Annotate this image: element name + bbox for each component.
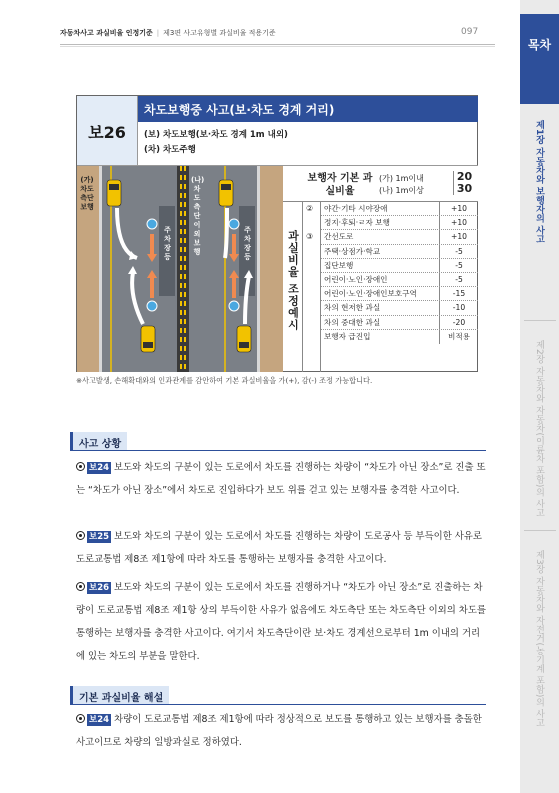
table-row: 야간·기타 시야장애 +10: [321, 202, 478, 216]
bullet-icon: [76, 714, 85, 723]
chapter-title: 제3편 사고유형별 과실비율 적용기준: [163, 29, 276, 37]
header-rule-secondary: [60, 46, 495, 47]
right-sidewalk: [260, 166, 283, 372]
bullet-icon: [76, 582, 85, 591]
subtitle-vehicle: (차) 차도주행: [144, 145, 196, 155]
road-label-parking-left: 주차장 등: [164, 226, 171, 261]
car-top-right: [219, 180, 233, 206]
base-value-na: 30: [456, 182, 473, 195]
table-row: 보행자 급진입 비적용: [321, 330, 478, 344]
toc-tab[interactable]: 목차: [520, 14, 559, 104]
base-ratio-label: 보행자 기본 과실비율: [307, 173, 373, 197]
tab-divider: [524, 320, 556, 321]
case-tag: 보26: [89, 583, 110, 593]
chapter-tab-2[interactable]: 제2장 자동차와 자동차(이륜차 포함)의 사고: [534, 340, 544, 518]
section-rule: [70, 450, 486, 451]
pedestrian-icon: [147, 219, 157, 229]
case-tag: 보25: [89, 532, 110, 542]
header-rule: [60, 44, 495, 45]
case-tag: 보24: [89, 715, 110, 725]
car-top-left: [107, 180, 121, 206]
table-row: 간선도로 +10: [321, 230, 478, 244]
accident-diagram: [77, 166, 283, 372]
case-subtitles: [138, 122, 478, 166]
car-bottom-right: [237, 326, 251, 352]
footnote: ※사고발생, 손해확대와의 인과관계를 감안하여 기본 과실비율을 가(+), 감(-) 조정 가능합니다.: [76, 376, 373, 385]
section-heading-situation: 사고 상황: [70, 432, 127, 450]
table-row: 어린이·노인·장애인 -5: [321, 273, 478, 287]
marker-3: ③: [306, 232, 314, 241]
condition-na: (나) 1m이상: [379, 186, 424, 195]
road-label-parking-right: 주차장 등: [244, 226, 251, 261]
road-illustration: [77, 166, 283, 372]
base-ratio-row: [283, 166, 478, 202]
center-median: [177, 166, 189, 372]
table-row: 차의 현저한 과실 -10: [321, 301, 478, 315]
explanation-text: 차량이 도로교통법 제8조 제1항에 따라 정상적으로 보도를 통행하고 있는 보행자를 충돌한 사고이므로 차량의 일방과실로 정하였다.: [76, 714, 482, 748]
condition-ga: (가) 1m이내: [379, 174, 424, 183]
table-row: 집단보행 -5: [321, 259, 478, 273]
pedestrian-icon: [229, 219, 239, 229]
subtitle-pedestrian: (보) 차도보행(보·차도 경계 1m 내외): [144, 130, 288, 140]
tab-divider: [524, 530, 556, 531]
section-rule: [70, 704, 486, 705]
base-conditions: [379, 173, 424, 197]
road-label-na: (나) 차도측단 이외 보행: [191, 176, 205, 256]
adjust-title-column: [283, 202, 303, 372]
case-id: 보26: [77, 96, 138, 166]
pedestrian-icon: [147, 301, 157, 311]
table-row: 정지·후퇴·ㄹ자 보행 +10: [321, 216, 478, 230]
bullet-icon: [76, 531, 85, 540]
bullet-icon: [76, 462, 85, 471]
situation-item-2: [76, 525, 486, 571]
car-bottom-left: [141, 326, 155, 352]
base-values: [453, 171, 473, 195]
situation-text: 보도와 차도의 구분이 있는 도로에서 차도를 진행하는 차량이 도로공사 등 부득이한 사유로 도로교통법 제8조 제1항에 따라 차도를 통행하는 보행자를 충격한 사고이다.: [76, 531, 482, 565]
marker-column: [303, 202, 321, 372]
situation-text: 보도와 차도의 구분이 있는 도로에서 차도를 진행하는 차량이 “차도가 아닌 장소”로 진출 또는 “차도가 아닌 장소”에서 차도로 진입하다가 보도 위를 걷고 있는 보행자를 충격한 사고이다.: [76, 462, 486, 496]
case-title: 차도보행중 사고(보·차도 경계 거리): [138, 96, 478, 122]
marker-2: ②: [306, 204, 314, 213]
case-card: [76, 95, 478, 372]
chapter-tab-1[interactable]: 제1장 자동차와 보행자의 사고: [534, 120, 544, 244]
adjustment-rows: [321, 202, 478, 344]
table-row: 주택·상점가·학교 -5: [321, 245, 478, 259]
table-row: 어린이·노인·장애인보호구역 -15: [321, 287, 478, 301]
running-header: 자동차사고 과실비율 인정기준 | 제3편 사고유형별 과실비율 적용기준: [60, 29, 276, 37]
situation-text: 보도와 차도의 구분이 있는 도로에서 차도를 진행하거나 “차도가 아닌 장소”로 진출하는 차량이 도로교통법 제8조 제1항 상의 부득이한 사유가 없음에도 차도측단 또는 차도측단 이외의 차도를 통행하는 보행자를 충격한 사고이다. 여기서 차도측단이란 보·차도 경계선으로부터 1m 이내의 거리에 있는 차도의 부분을 말한다.: [76, 582, 486, 662]
road-label-ga: (가) 차도측단 보행: [80, 176, 94, 211]
book-title: 자동차사고 과실비율 인정기준: [60, 29, 153, 37]
case-tag: 보24: [89, 463, 110, 473]
base-value-ga: 20: [456, 170, 473, 183]
chapter-tab-3[interactable]: 제3장 자동차와 자전거(농기계 포함)의 사고: [534, 550, 544, 728]
situation-item-3: [76, 576, 486, 668]
explanation-item-1: [76, 708, 486, 754]
table-row: 차의 중대한 과실 -20: [321, 316, 478, 330]
ratio-table: [283, 166, 478, 372]
section-heading-explanation: 기본 과실비율 해설: [70, 686, 169, 704]
page-number: 097: [461, 27, 479, 37]
pedestrian-icon: [229, 301, 239, 311]
adjust-title: 과실비율 조정예시: [286, 230, 300, 331]
situation-item-1: [76, 456, 486, 502]
